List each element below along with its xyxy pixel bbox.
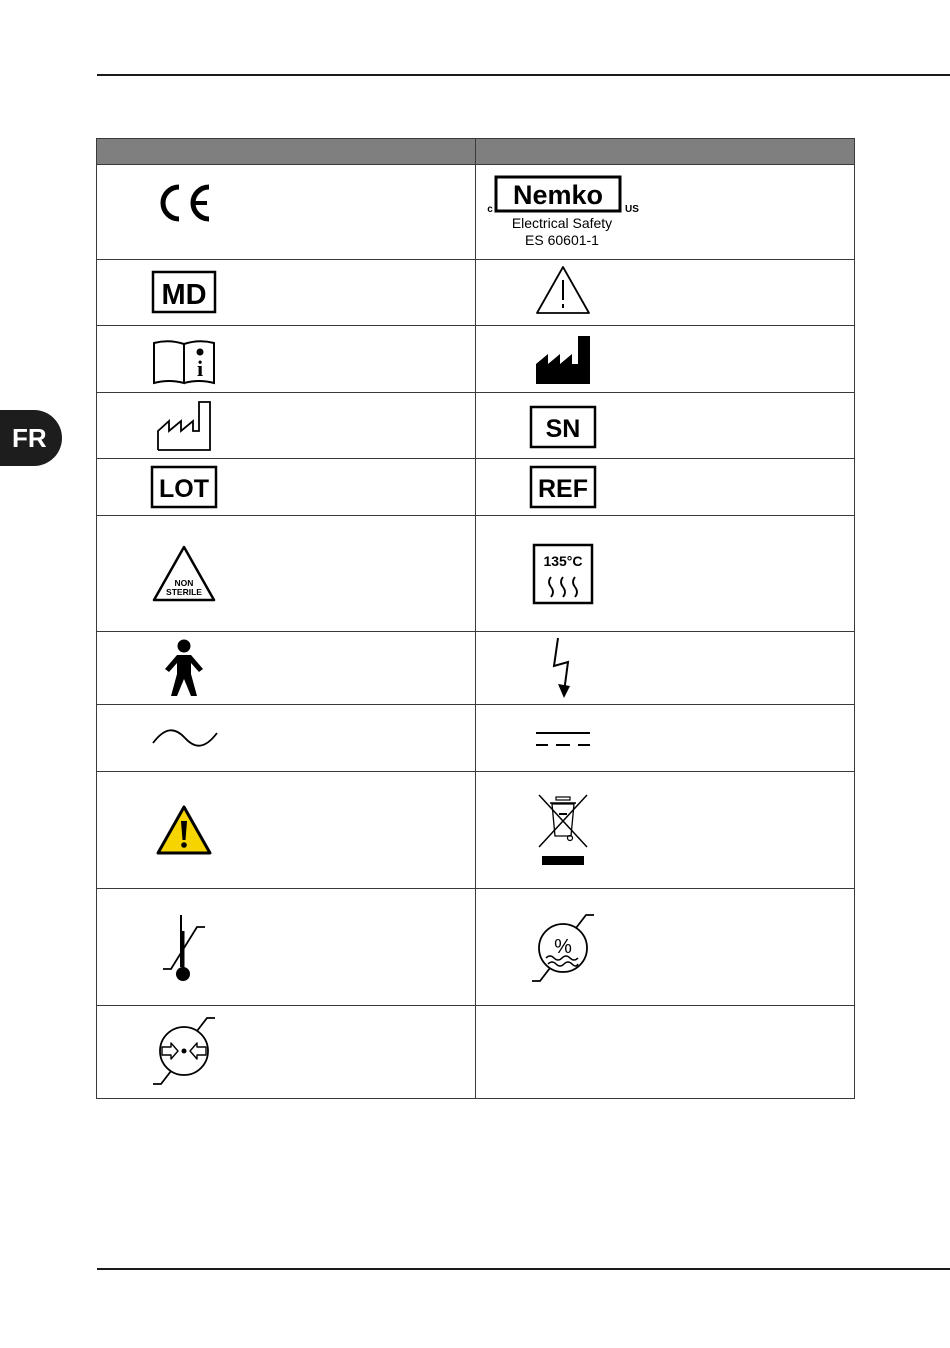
table-cell: [476, 260, 855, 326]
md-text: MD: [161, 279, 207, 311]
table-cell: [97, 772, 476, 889]
table-cell: [476, 705, 855, 772]
table-cell: [476, 889, 855, 1006]
table-row: [97, 632, 855, 705]
weee-crossed-bin-icon: [536, 792, 590, 868]
table-cell: [476, 632, 855, 705]
direct-current-icon: [534, 729, 592, 749]
date-of-manufacture-icon: [155, 399, 215, 453]
ref-text: REF: [538, 475, 588, 503]
table-cell-empty: [476, 1006, 855, 1099]
table-cell: [97, 260, 476, 326]
table-row: [97, 705, 855, 772]
table-row: [97, 393, 855, 459]
table-cell: [476, 165, 855, 260]
table-row: [97, 516, 855, 632]
table-cell: [97, 632, 476, 705]
non-sterile-icon: [151, 544, 217, 604]
table-header-cell-right: [476, 139, 855, 165]
table-cell: [97, 705, 476, 772]
table-cell: [97, 326, 476, 393]
temperature-limit-icon: [161, 911, 211, 983]
header-rule: [97, 74, 950, 76]
language-tab: FR: [0, 410, 62, 466]
nemko-logo-icon: [484, 173, 644, 253]
table-cell: [476, 772, 855, 889]
table-cell: [97, 165, 476, 260]
nemko-line1: Electrical Safety: [511, 215, 613, 231]
table-cell: [476, 393, 855, 459]
autoclave-135-icon: [532, 543, 594, 605]
consult-instructions-icon: [151, 337, 219, 387]
warning-yellow-triangle-icon: [155, 804, 213, 856]
nemko-word: Nemko: [512, 180, 604, 210]
sterile-text: STERILE: [166, 587, 202, 597]
table-cell: [97, 516, 476, 632]
table-cell: [476, 326, 855, 393]
table-row: [97, 1006, 855, 1099]
table-row: [97, 459, 855, 516]
nemko-line2: ES 60601-1: [525, 232, 599, 248]
reference-number-icon: [529, 465, 597, 509]
symbols-table: [96, 138, 855, 1099]
serial-number-icon: [529, 405, 597, 449]
table-cell: [97, 393, 476, 459]
nemko-us: US: [625, 204, 639, 215]
table-cell: [97, 889, 476, 1006]
alternating-current-icon: [151, 725, 219, 751]
info-text: i: [196, 356, 204, 381]
type-b-applied-part-icon: [161, 638, 207, 698]
table-row: [97, 772, 855, 889]
sn-text: SN: [545, 415, 581, 443]
temp-text: 135°C: [543, 553, 583, 569]
table-header-row: [97, 139, 855, 165]
table-cell: [476, 459, 855, 516]
medical-device-md-icon: [151, 270, 217, 314]
table-header-cell-left: [97, 139, 476, 165]
table-cell: [97, 459, 476, 516]
nemko-c: c: [487, 204, 493, 215]
table-row: [97, 165, 855, 260]
table-row: [97, 260, 855, 326]
caution-triangle-icon: [534, 264, 592, 316]
humidity-limit-icon: [530, 913, 596, 983]
table-row: [97, 889, 855, 1006]
footer-rule: [97, 1268, 950, 1270]
ce-mark-icon: [155, 183, 213, 223]
non-text: NON: [174, 578, 194, 588]
table-row: [97, 326, 855, 393]
table-cell: [97, 1006, 476, 1099]
table-cell: [476, 516, 855, 632]
atmospheric-pressure-limit-icon: [151, 1016, 217, 1086]
lot-text: LOT: [159, 475, 209, 503]
lot-number-icon: [150, 465, 218, 509]
manufacturer-icon: [534, 334, 592, 386]
dangerous-voltage-icon: [550, 636, 578, 700]
percent-text: %: [554, 936, 572, 958]
